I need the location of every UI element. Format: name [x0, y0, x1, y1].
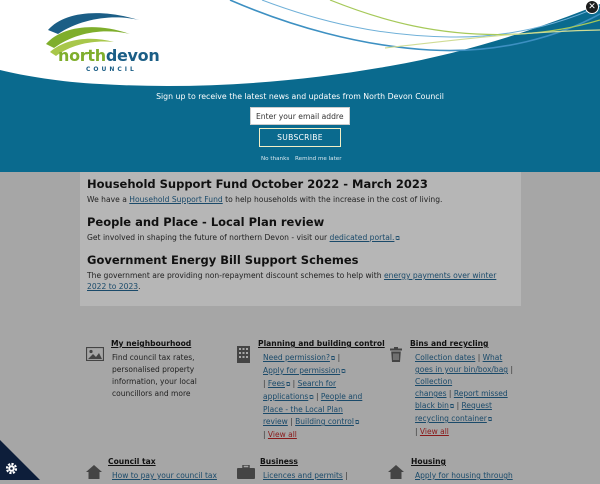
- service-title-my-neighbourhood[interactable]: My neighbourhood: [111, 339, 192, 348]
- separator: |: [448, 389, 452, 398]
- separator: |: [292, 379, 296, 388]
- logo-subtitle: COUNCIL: [86, 66, 137, 73]
- email-input[interactable]: [250, 107, 350, 125]
- service-links: [263, 352, 375, 441]
- service-link[interactable]: goes in your bin/box/bag: [415, 365, 509, 374]
- news-item: [87, 177, 442, 205]
- logo-word-north: north: [58, 46, 106, 65]
- separator: |: [345, 471, 348, 480]
- news-link[interactable]: energy payments over winter 2022 to 2023: [87, 271, 497, 291]
- view-all-link[interactable]: View all: [419, 427, 449, 436]
- service-link[interactable]: Licences and permits: [263, 471, 343, 480]
- service-title-council-tax[interactable]: Council tax: [108, 457, 156, 466]
- gear-icon: [5, 462, 18, 475]
- news-text-pre: Get involved in shaping the future of northern Devon - visit our: [87, 233, 330, 242]
- service-link[interactable]: Fees: [267, 379, 285, 388]
- external-link-icon: ⧉: [395, 235, 400, 242]
- service-description: [112, 352, 222, 400]
- service-link[interactable]: Apply for housing through: [415, 471, 513, 480]
- service-link[interactable]: Place - the Local Plan: [263, 405, 343, 414]
- separator: |: [263, 379, 266, 388]
- service-link[interactable]: black bin: [415, 401, 449, 410]
- service-link[interactable]: Request: [461, 401, 492, 410]
- service-links: [415, 352, 519, 438]
- cookie-settings-button[interactable]: [0, 440, 40, 480]
- home-icon: [86, 465, 102, 479]
- separator: |: [510, 365, 513, 374]
- separator: |: [337, 353, 341, 362]
- news-text: [87, 270, 507, 292]
- service-links: [112, 470, 217, 482]
- service-description-line: councillors and more: [112, 389, 191, 398]
- building-icon: [237, 346, 250, 363]
- home-icon: [388, 465, 404, 479]
- external-link-icon: ⧉: [449, 403, 455, 410]
- briefcase-icon: [237, 465, 255, 479]
- service-link[interactable]: How to pay your council tax: [112, 471, 217, 480]
- news-text-pre: The government are providing non-repayment discount schemes to help with: [87, 271, 384, 280]
- bin-icon: [390, 347, 402, 362]
- external-link-icon: ⧉: [285, 381, 291, 388]
- external-link-icon: ⧉: [309, 394, 314, 401]
- service-title-housing[interactable]: Housing: [411, 457, 446, 466]
- separator: |: [456, 401, 460, 410]
- subscribe-button[interactable]: SUBSCRIBE: [259, 128, 341, 147]
- news-text-pre: We have a: [87, 195, 130, 204]
- news-text-post: .: [138, 282, 141, 291]
- no-thanks-link[interactable]: No thanks: [261, 156, 290, 162]
- service-description-line: information, your local: [112, 377, 197, 386]
- close-button[interactable]: [585, 0, 599, 14]
- external-link-icon: ⧉: [341, 368, 346, 375]
- separator: |: [477, 353, 481, 362]
- service-link[interactable]: Apply for permission: [263, 366, 341, 375]
- news-box: [80, 172, 521, 306]
- service-description-line: Find council tax rates,: [112, 353, 195, 362]
- close-icon: ✕: [588, 2, 596, 12]
- news-title: People and Place - Local Plan review: [87, 215, 325, 229]
- remind-later-link[interactable]: Remind me later: [295, 156, 342, 162]
- image-icon: [86, 347, 104, 361]
- signup-prompt: Sign up to receive the latest news and updates from North Devon Council: [156, 92, 444, 101]
- service-link[interactable]: Collection dates: [415, 353, 476, 362]
- separator: |: [263, 430, 266, 439]
- service-link[interactable]: People and: [320, 392, 363, 401]
- service-description-line: personalised property: [112, 365, 195, 374]
- service-link[interactable]: changes: [415, 389, 447, 398]
- news-title: Household Support Fund October 2022 - March 2023: [87, 177, 428, 191]
- news-text: [87, 194, 442, 205]
- service-title-planning[interactable]: Planning and building control: [258, 339, 385, 348]
- service-link[interactable]: applications: [263, 392, 309, 401]
- news-link[interactable]: Household Support Fund: [129, 195, 223, 204]
- news-link[interactable]: dedicated portal.: [329, 233, 395, 242]
- service-links: [415, 470, 513, 482]
- service-title-bins[interactable]: Bins and recycling: [410, 339, 489, 348]
- news-text-post: to help households with the increase in the cost of living.: [222, 195, 443, 204]
- service-link[interactable]: recycling container: [415, 414, 487, 423]
- separator: |: [290, 417, 293, 426]
- separator: |: [415, 427, 418, 436]
- separator: |: [315, 392, 319, 401]
- service-link[interactable]: Need permission?: [263, 353, 330, 362]
- view-all-link[interactable]: View all: [267, 430, 297, 439]
- logo-word-devon: devon: [105, 46, 160, 65]
- service-link[interactable]: Report missed: [453, 389, 508, 398]
- news-item: [87, 253, 507, 292]
- logo-wordmark: [58, 46, 159, 65]
- service-link[interactable]: Search for: [297, 379, 337, 388]
- service-link[interactable]: What: [482, 353, 503, 362]
- external-link-icon: ⧉: [330, 355, 336, 362]
- news-item: [87, 215, 400, 244]
- external-link-icon: ⧉: [487, 416, 493, 423]
- service-link[interactable]: Collection: [415, 377, 453, 386]
- service-links: [263, 470, 348, 482]
- external-link-icon: ⧉: [354, 419, 360, 426]
- service-link[interactable]: Building control: [295, 417, 354, 426]
- service-link[interactable]: review: [263, 417, 288, 426]
- service-title-business[interactable]: Business: [260, 457, 298, 466]
- news-text: [87, 232, 400, 244]
- newsletter-modal: [0, 0, 600, 172]
- news-title: Government Energy Bill Support Schemes: [87, 253, 359, 267]
